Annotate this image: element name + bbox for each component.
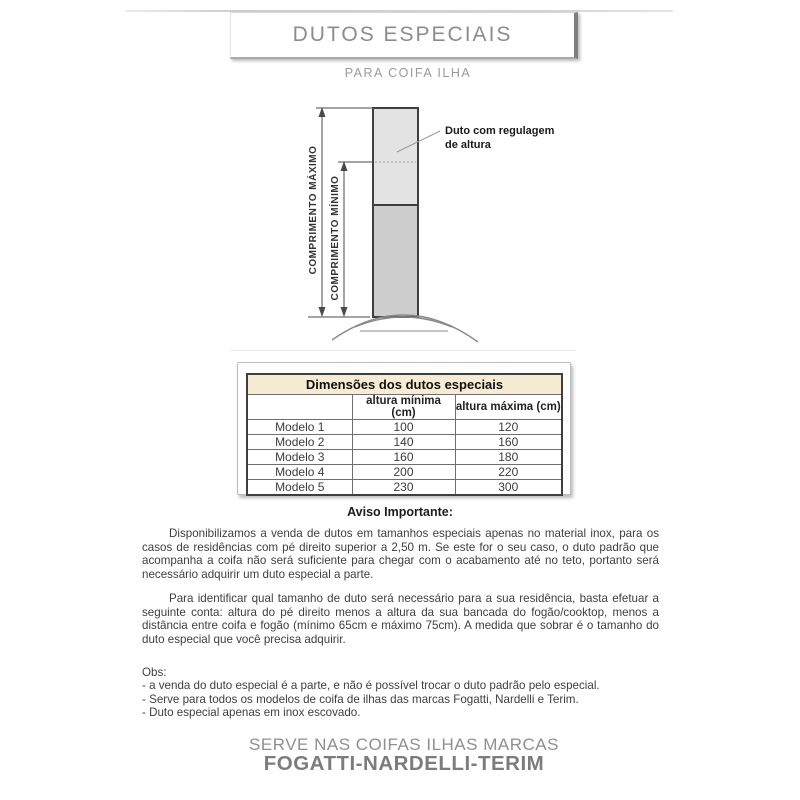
aviso-heading: Aviso Importante: [347,505,453,519]
table-row [247,419,562,434]
table-header-row [247,394,562,419]
min-cell: 230 [352,479,455,495]
callout-duct-label-line1: Duto com regulagem [445,125,555,137]
footer-note: SERVE NAS COIFAS ILHAS MARCAS [249,735,559,754]
table-title: Dimensões dos dutos especiais [247,374,562,394]
max-cell: 180 [455,449,562,464]
min-arrowhead-bottom [341,307,348,317]
footer-brands: FOGATTI-NARDELLI-TERIM [263,752,545,775]
col-header-model [247,394,352,419]
col-header-max: altura máxima (cm) [455,394,562,419]
page-subtitle: PARA COIFA ILHA [344,66,472,80]
min-cell: 140 [352,434,455,449]
page-title: DUTOS ESPECIAIS [292,23,513,46]
label-comprimento-maximo: COMPRIMENTO MÁXIMO [308,145,319,275]
table-row [247,449,562,464]
duct-diagram [280,90,600,358]
obs-item: - Serve para todos os modelos de coifa de ilhas das marcas Fogatti, Nardelli e Terim. [142,692,579,706]
table-row [247,479,562,495]
max-cell: 220 [455,464,562,479]
dimension-table-card [237,362,571,495]
duct-upper-section [373,108,418,205]
max-arrowhead-bottom [319,307,326,317]
duct-lower-section [373,205,418,317]
col-header-min: altura mínima (cm) [352,394,455,419]
title-box [230,12,578,59]
min-cell: 100 [352,419,455,434]
obs-block [142,666,659,719]
aviso-paragraph-2: Para identificar qual tamanho de duto será necessário para a sua residência, basta efetuar a seguinte conta: altura do pé direito menos a altura da sua bancada do fogão/cooktop, menos a distância entre coifa e fogão (mínimo 65cm e máximo 75cm). A medida que sobrar é o tamanho do duto especial que você precisa adquirir. [142,592,659,646]
table-title-row [247,374,562,394]
dimension-table [246,373,563,496]
aviso-paragraph-1: Disponibilizamos a venda de dutos em tamanhos especiais apenas no material inox, para os casos de residências com pé direito superior a 2,50 m. Se este for o seu caso, o duto padrão que acompanha a coifa não será suficiente para chegar com o acabamento até no teto, portanto será necessário adquirir um duto especial a parte. [142,527,659,581]
model-cell: Modelo 2 [247,434,352,449]
min-cell: 160 [352,449,455,464]
max-cell: 300 [455,479,562,495]
obs-item: - a venda do duto especial é a parte, e não é possível trocar o duto padrão pelo especial. [142,679,600,693]
obs-heading: Obs: [142,666,167,679]
max-cell: 160 [455,434,562,449]
model-cell: Modelo 1 [247,419,352,434]
hood-outline [332,315,478,342]
min-dimension-arrow [338,162,373,314]
table-row [247,464,562,479]
max-cell: 120 [455,419,562,434]
label-comprimento-minimo: COMPRIMENTO MÍNIMO [330,175,341,301]
table-row [247,434,562,449]
model-cell: Modelo 4 [247,464,352,479]
model-cell: Modelo 5 [247,479,352,495]
obs-item: - Duto especial apenas em inox escovado. [142,705,361,719]
min-cell: 200 [352,464,455,479]
callout-duct-label-line2: de altura [445,139,491,151]
model-cell: Modelo 3 [247,449,352,464]
faint-separator [230,350,576,351]
